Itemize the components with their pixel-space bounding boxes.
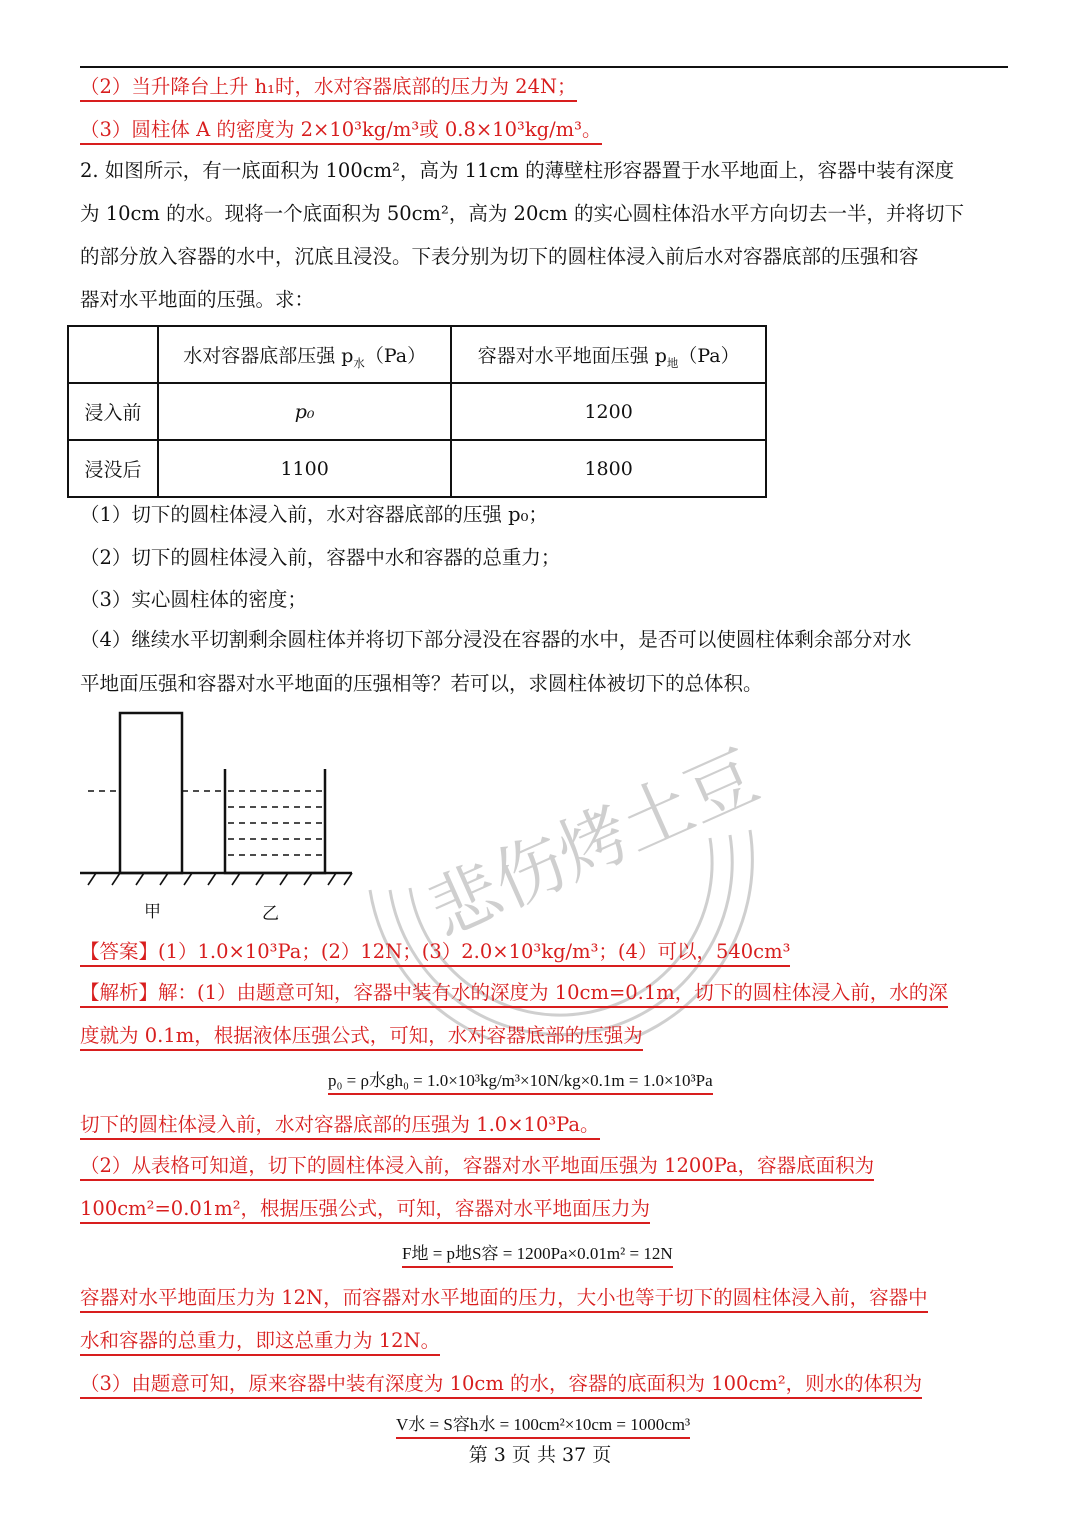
formula-volume: V水 = S容h水 = 100cm²×10cm = 1000cm³ bbox=[396, 1410, 690, 1439]
question-1: （1）切下的圆柱体浸入前，水对容器底部的压强 p₀； bbox=[80, 503, 548, 526]
formula-force: F地 = p地S容 = 1200Pa×0.01m² = 12N bbox=[402, 1239, 673, 1268]
formula-pressure: p₀ = ρ水gh₀ = 1.0×10³kg/m³×10N/kg×0.1m = 1.0×10³Pa bbox=[328, 1066, 713, 1095]
row-label: 浸入前 bbox=[68, 383, 158, 440]
watermark-text: 悲伤烤土豆 bbox=[416, 734, 770, 953]
table-row bbox=[68, 383, 766, 440]
table-corner bbox=[68, 326, 158, 383]
question-2: （2）切下的圆柱体浸入前，容器中水和容器的总重力； bbox=[80, 546, 561, 569]
cell-value: 1200 bbox=[451, 383, 766, 440]
label-yi: 乙 bbox=[262, 904, 279, 924]
apparatus-figure bbox=[80, 705, 370, 930]
question-4-line-1: （4）继续水平切割剩余圆柱体并将切下部分浸没在容器的水中，是否可以使圆柱体剩余部分对水 bbox=[80, 628, 912, 651]
table-header-row bbox=[68, 326, 766, 383]
analysis-line-3: 切下的圆柱体浸入前，水对容器底部的压强为 1.0×10³Pa。 bbox=[80, 1111, 600, 1139]
watermark-stamp bbox=[330, 600, 790, 1040]
table-col-water-pressure: 水对容器底部压强 $p_水(Pa)$ bbox=[158, 326, 451, 383]
cell-value: p₀ bbox=[158, 383, 451, 440]
analysis-line-4: （2）从表格可知道，切下的圆柱体浸入前，容器对水平地面压强为 1200Pa，容器底面积为 bbox=[80, 1152, 874, 1180]
question-3: （3）实心圆柱体的密度； bbox=[80, 588, 307, 611]
pressure-table bbox=[67, 325, 767, 498]
cylinder-jia bbox=[120, 713, 182, 873]
cell-value: 1100 bbox=[158, 440, 451, 497]
table-col-ground-pressure: 容器对水平地面压强 $p_地(Pa)$ bbox=[451, 326, 766, 383]
table-row bbox=[68, 440, 766, 497]
problem-line-2: 为 10cm 的水。现将一个底面积为 50cm²，高为 20cm 的实心圆柱体沿水平方向切去一半，并将切下 bbox=[80, 202, 964, 225]
prev-answer-2: （2）当升降台上升 h₁时，水对容器底部的压力为 24N； bbox=[80, 73, 577, 101]
page-number: 第 3 页 共 37 页 bbox=[468, 1444, 612, 1466]
analysis-line-8: （3）由题意可知，原来容器中装有深度为 10cm 的水，容器的底面积为 100cm²，则水的体积为 bbox=[80, 1370, 922, 1398]
analysis-line-2: 度就为 0.1m，根据液体压强公式，可知，水对容器底部的压强为 bbox=[80, 1022, 643, 1050]
problem-line-3: 的部分放入容器的水中，沉底且浸没。下表分别为切下的圆柱体浸入前后水对容器底部的压强和容 bbox=[80, 245, 919, 268]
problem-line-1: 2. 如图所示，有一底面积为 100cm²，高为 11cm 的薄壁柱形容器置于水平地面上，容器中装有深度 bbox=[80, 159, 955, 182]
water-lines bbox=[228, 791, 322, 855]
prev-answer-3: （3）圆柱体 A 的密度为 2×10³kg/m³或 0.8×10³kg/m³。 bbox=[80, 116, 602, 144]
analysis-line-5: 100cm²=0.01m²，根据压强公式，可知，容器对水平地面压力为 bbox=[80, 1195, 650, 1223]
question-4-line-2: 平地面压强和容器对水平地面的压强相等？若可以，求圆柱体被切下的总体积。 bbox=[80, 672, 763, 695]
analysis-line-6: 容器对水平地面压力为 12N，而容器对水平地面的压力，大小也等于切下的圆柱体浸入前，容器中 bbox=[80, 1284, 928, 1312]
ground-hatch bbox=[88, 873, 352, 885]
answer-line: 【答案】(1）1.0×10³Pa；(2）12N；(3）2.0×10³kg/m³；(4）可以，540cm³ bbox=[80, 938, 790, 966]
analysis-line-1: 【解析】解：(1）由题意可知，容器中装有水的深度为 10cm=0.1m，切下的圆柱体浸入前，水的深 bbox=[80, 979, 948, 1007]
top-rule bbox=[80, 66, 1008, 68]
row-label: 浸没后 bbox=[68, 440, 158, 497]
problem-line-4: 器对水平地面的压强。求： bbox=[80, 288, 315, 311]
container-yi bbox=[225, 769, 325, 873]
stamp-rings bbox=[370, 600, 752, 1040]
label-jia: 甲 bbox=[144, 902, 161, 922]
analysis-line-7: 水和容器的总重力，即这总重力为 12N。 bbox=[80, 1327, 440, 1355]
cell-value: 1800 bbox=[451, 440, 766, 497]
